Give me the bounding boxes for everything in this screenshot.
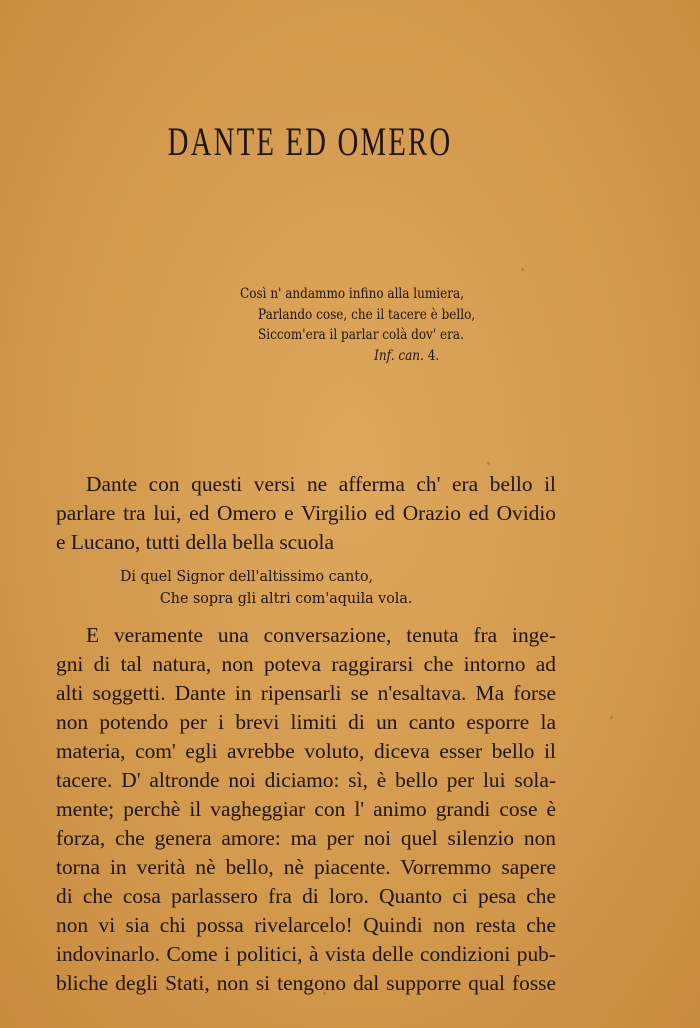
epigraph <box>240 284 475 366</box>
text-line: alti soggetti. Dante in ripensarli se n'esaltava. Ma forse <box>56 681 556 705</box>
body-text <box>56 470 556 998</box>
epigraph-reference-work: Inf. can. <box>374 347 424 364</box>
text-line: parlare tra lui, ed Omero e Virgilio ed Orazio ed Ovidio <box>56 501 556 525</box>
quote-line: Di quel Signor dell'altissimo canto, <box>120 567 374 585</box>
text-line: indovinarlo. Come i politici, à vista delle condizioni pub- <box>56 942 556 966</box>
text-line: e Lucano, tutti della bella scuola <box>56 530 334 554</box>
verse-quote <box>120 565 534 609</box>
paper-speck <box>487 462 490 465</box>
epigraph-line: Parlando cose, che il tacere è bello, <box>258 306 476 323</box>
paper-speck <box>610 716 613 719</box>
text-line: tacere. D' altronde noi diciamo: sì, è bello per lui sola- <box>56 768 556 792</box>
text-line: gni di tal natura, non poteva raggirarsi che intorno ad <box>56 652 556 676</box>
paragraph-2 <box>56 621 556 998</box>
paragraph-1 <box>56 470 556 557</box>
epigraph-line: Così n' andammo infino alla lumiera, <box>240 286 465 302</box>
epigraph-reference <box>374 346 475 367</box>
epigraph-reference-number: 4. <box>427 347 440 364</box>
text-line: Dante con questi versi ne afferma ch' era bello il <box>86 472 556 496</box>
text-line: forza, che genera amore: ma per noi quel silenzio non <box>56 826 556 850</box>
paper-speck <box>521 268 524 271</box>
text-line: bliche degli Stati, non si tengono dal supporre qual fosse <box>56 971 556 995</box>
text-line: E veramente una conversazione, tenuta fra inge- <box>86 623 556 647</box>
chapter-title: DANTE ED OMERO <box>167 119 453 164</box>
text-line: torna in verità nè bello, nè piacente. Vorremmo sapere <box>56 855 556 879</box>
paper-speck <box>323 992 326 995</box>
text-line: mente; perchè il vagheggiar con l' animo grandi cose è <box>56 797 556 821</box>
text-line: materia, com' egli avrebbe voluto, diceva esser bello il <box>56 739 556 763</box>
text-line: non potendo per i brevi limiti di un canto esporre la <box>56 710 556 734</box>
epigraph-line: Siccom'era il parlar colà dov' era. <box>258 327 464 343</box>
text-line: di che cosa parlassero fra di loro. Quanto ci pesa che <box>56 884 556 908</box>
text-line: non vi sia chi possa rivelarcelo! Quindi non resta che <box>56 913 556 937</box>
quote-line: Che sopra gli altri com'aquila vola. <box>159 589 413 607</box>
